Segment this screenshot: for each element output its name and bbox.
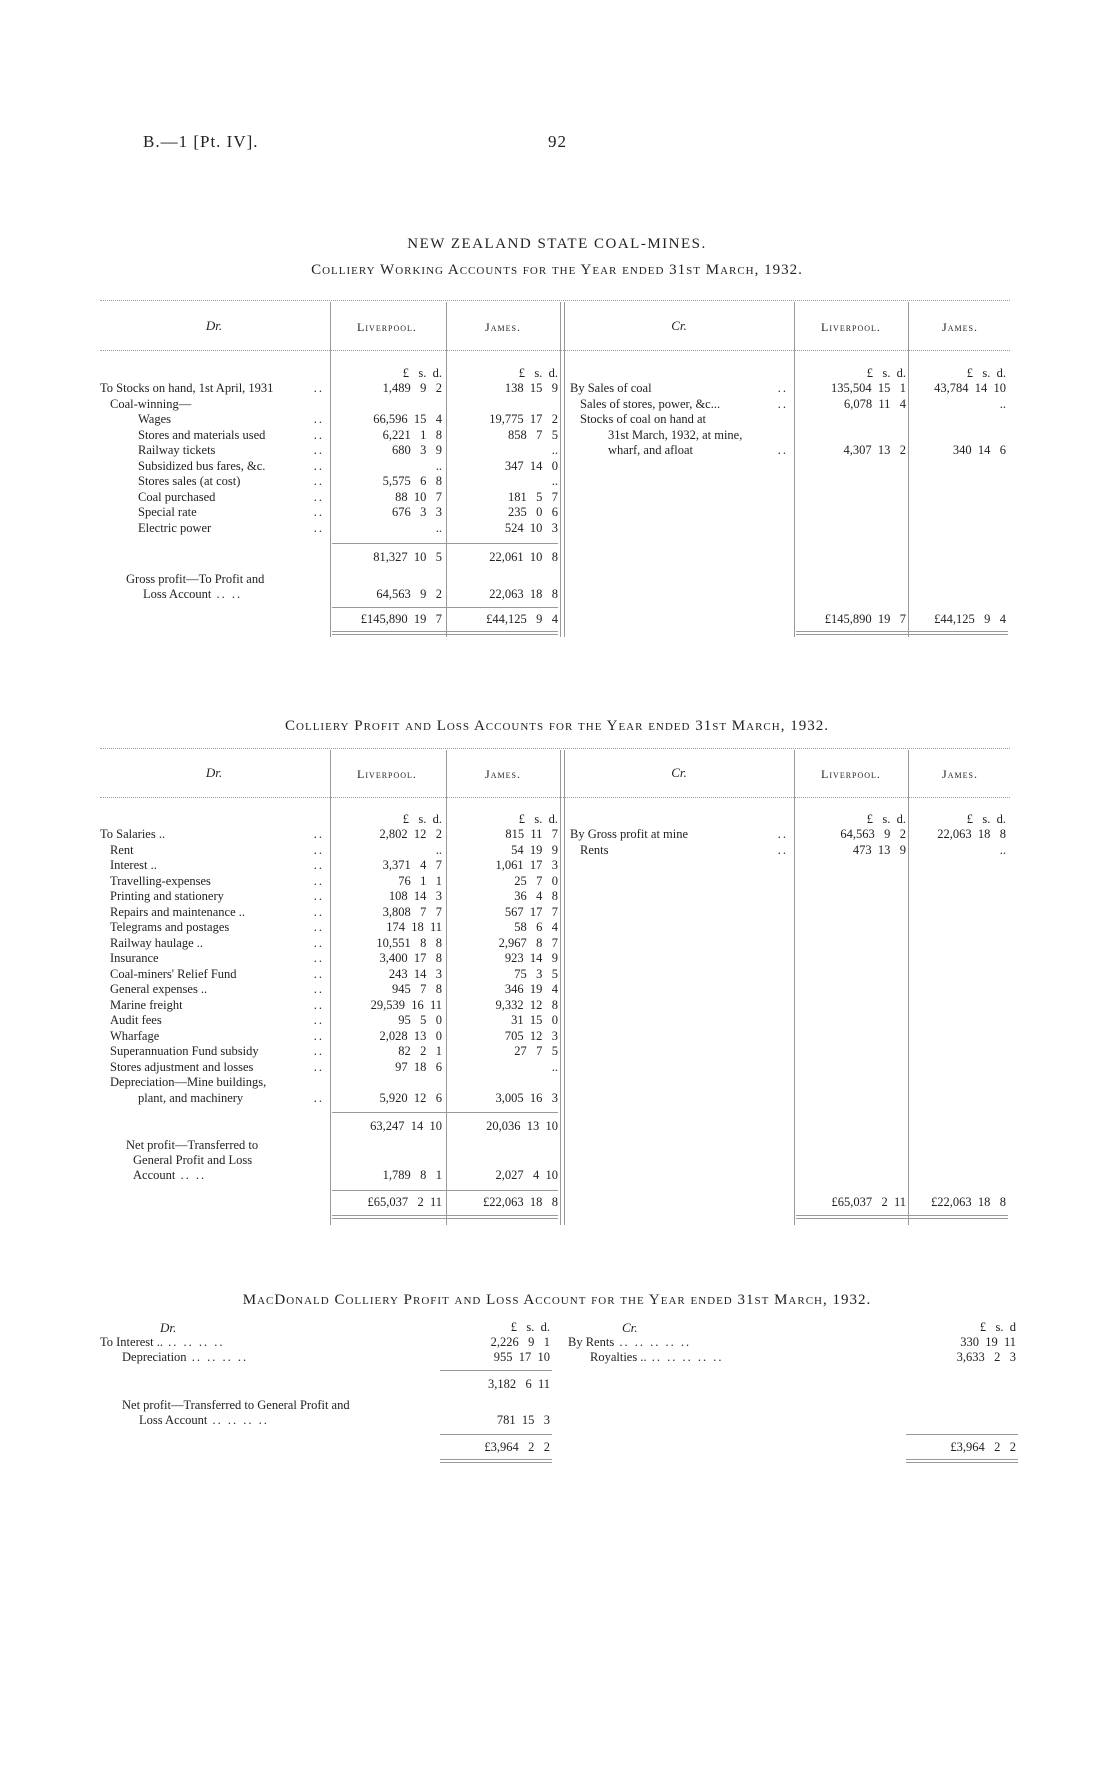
row-label-text: Electric power bbox=[138, 520, 212, 535]
liverpool-value: 108 14 3 bbox=[388, 889, 442, 903]
pl-subtotal-liverpool: 63,247 14 10 bbox=[370, 1119, 442, 1133]
row-label bbox=[100, 843, 328, 859]
james-value: 524 10 3 bbox=[504, 520, 558, 535]
pl-cr-col-liverpool: Liverpool. bbox=[821, 767, 881, 781]
leader-dots: .. bbox=[313, 458, 324, 473]
james-value bbox=[446, 397, 558, 413]
leader-dots: .. bbox=[777, 827, 788, 841]
row-label-text: Stocks of coal on hand at bbox=[580, 412, 707, 426]
pl-cr-total-liverpool: £65,037 2 11 bbox=[831, 1195, 906, 1209]
row-label bbox=[100, 827, 328, 843]
working-gross-label-1: Gross profit—To Profit and bbox=[126, 572, 265, 586]
pl-total-liverpool: £65,037 2 11 bbox=[367, 1195, 442, 1209]
pl-cr-jam-money-header: £ s. d. bbox=[966, 812, 1006, 826]
working-dr-liverpool-values bbox=[330, 381, 442, 536]
pl-net-liverpool: 1,789 8 1 bbox=[382, 1168, 442, 1182]
pl-subtotal-james: 20,036 13 10 bbox=[486, 1119, 558, 1133]
liverpool-value: 243 14 3 bbox=[388, 966, 442, 981]
liverpool-value: 5,575 6 8 bbox=[382, 474, 442, 488]
working-col-liverpool: Liverpool. bbox=[357, 320, 417, 334]
leader-dots: .. bbox=[313, 505, 324, 519]
james-value: 3,005 16 3 bbox=[495, 1090, 558, 1105]
row-label-text: By Sales of coal bbox=[570, 381, 652, 395]
pl-cr-col-james: James. bbox=[942, 767, 978, 781]
working-cr-total-james: £44,125 9 4 bbox=[934, 612, 1006, 626]
pl-net-label-3: Account bbox=[133, 1168, 176, 1182]
page-reference: B.—1 [Pt. IV]. bbox=[143, 132, 259, 151]
row-label bbox=[100, 428, 328, 444]
row-label bbox=[100, 998, 328, 1014]
row-label bbox=[100, 412, 328, 428]
leader-dots: .. bbox=[777, 381, 788, 395]
row-label-text: Special rate bbox=[138, 505, 197, 519]
liverpool-value: .. bbox=[435, 458, 442, 473]
james-value: 340 14 6 bbox=[952, 443, 1006, 457]
liverpool-value bbox=[330, 1075, 442, 1091]
liverpool-value: .. bbox=[435, 842, 442, 857]
james-value: 43,784 14 10 bbox=[934, 381, 1006, 395]
leader-dots: .. bbox=[313, 1013, 324, 1027]
row-label bbox=[100, 1091, 328, 1107]
working-jam-money-header: £ s. d. bbox=[518, 366, 558, 380]
leader-dots: .. bbox=[313, 489, 324, 504]
working-cr-total-liverpool: £145,890 19 7 bbox=[824, 612, 906, 626]
row-label-text: Telegrams and postages bbox=[110, 920, 230, 934]
row-label bbox=[100, 459, 328, 475]
liverpool-value: 66,596 15 4 bbox=[373, 412, 442, 426]
pl-dr-james-values bbox=[446, 827, 558, 1106]
macdonald-cr-total: £3,964 2 2 bbox=[950, 1440, 1016, 1454]
leader-dots: .. bbox=[313, 1028, 324, 1043]
liverpool-value: .. bbox=[435, 520, 442, 535]
pl-cr-james-values bbox=[908, 827, 1006, 858]
macdonald-cr-row-2-value: 3,633 2 3 bbox=[956, 1350, 1016, 1364]
leader-dots: .. bbox=[313, 920, 324, 934]
pl-col-liverpool: Liverpool. bbox=[357, 767, 417, 781]
leader-dots: .. bbox=[313, 427, 324, 442]
liverpool-value: 97 18 6 bbox=[395, 1059, 442, 1074]
leader-dots: .. bbox=[313, 858, 324, 872]
row-label bbox=[100, 1060, 328, 1076]
leader-dots: .. bbox=[313, 982, 324, 996]
pl-net-label-2: General Profit and Loss bbox=[133, 1153, 253, 1167]
james-value bbox=[908, 412, 1006, 428]
leader-dots: .. bbox=[313, 904, 324, 919]
working-cr-liverpool-values bbox=[794, 381, 906, 459]
liverpool-value: 473 13 9 bbox=[852, 842, 906, 857]
row-label-text: Rents bbox=[580, 842, 609, 857]
working-gross-liverpool: 64,563 9 2 bbox=[376, 587, 442, 601]
james-value bbox=[446, 1075, 558, 1091]
pl-cr-labels bbox=[570, 827, 792, 858]
row-label-text: Travelling-expenses bbox=[110, 873, 211, 888]
row-label-text: Wharfage bbox=[110, 1028, 160, 1043]
pl-cr-liverpool-values bbox=[794, 827, 906, 858]
row-label-text: Printing and stationery bbox=[110, 889, 224, 903]
row-label-text: Sales of stores, power, &c... bbox=[580, 396, 721, 411]
row-label-text: Stores adjustment and losses bbox=[110, 1059, 254, 1074]
row-label-text: To Salaries .. bbox=[100, 827, 166, 841]
row-label bbox=[100, 521, 328, 537]
liverpool-value: 88 10 7 bbox=[395, 489, 442, 504]
macdonald-dr-row-1-label: To Interest .. bbox=[100, 1335, 163, 1349]
working-cr-james-values bbox=[908, 381, 1006, 459]
liverpool-value: 5,920 12 6 bbox=[379, 1090, 442, 1105]
pl-net-label-1: Net profit—Transferred to bbox=[126, 1138, 259, 1152]
row-label-text: Railway haulage .. bbox=[110, 935, 204, 950]
macdonald-cr-money-header: £ s. d bbox=[979, 1320, 1016, 1334]
james-value: 36 4 8 bbox=[514, 889, 558, 903]
james-value: 815 11 7 bbox=[505, 827, 558, 841]
row-label-text: Rent bbox=[110, 842, 134, 857]
pl-cr-label: Cr. bbox=[671, 765, 687, 780]
row-label-text: Coal-miners' Relief Fund bbox=[110, 966, 237, 981]
row-label-text: Subsidized bus fares, &c. bbox=[138, 458, 266, 473]
working-cr-labels bbox=[570, 381, 792, 459]
row-label bbox=[100, 967, 328, 983]
liverpool-value: 135,504 15 1 bbox=[831, 381, 906, 395]
row-label-text: Marine freight bbox=[110, 997, 183, 1012]
liverpool-value: 4,307 13 2 bbox=[843, 443, 906, 457]
macdonald-subtotal: 3,182 6 11 bbox=[487, 1377, 550, 1391]
leader-dots: .. bbox=[313, 873, 324, 888]
working-liv-money-header: £ s. d. bbox=[402, 366, 442, 380]
row-label-text: Superannuation Fund subsidy bbox=[110, 1044, 259, 1058]
working-dr-james-values bbox=[446, 381, 558, 536]
leader-dots: .. bbox=[313, 381, 324, 395]
working-gross-label-2: Loss Account bbox=[143, 587, 212, 601]
macdonald-cr-label: Cr. bbox=[622, 1320, 638, 1335]
row-label-text: Depreciation—Mine buildings, bbox=[110, 1075, 267, 1089]
liverpool-value: 95 5 0 bbox=[398, 1013, 442, 1027]
working-subtotal-james: 22,061 10 8 bbox=[489, 550, 558, 564]
james-value: 9,332 12 8 bbox=[495, 997, 558, 1012]
james-value: 567 17 7 bbox=[504, 904, 558, 919]
row-label-text: By Gross profit at mine bbox=[570, 827, 689, 841]
pl-jam-money-header: £ s. d. bbox=[518, 812, 558, 826]
liverpool-value bbox=[794, 428, 906, 444]
row-label-text: Repairs and maintenance .. bbox=[110, 904, 246, 919]
liverpool-value: 174 18 11 bbox=[386, 920, 442, 934]
working-dr-labels bbox=[100, 381, 328, 536]
james-value: .. bbox=[551, 1059, 558, 1074]
leader-dots: .. bbox=[313, 520, 324, 535]
main-title: NEW ZEALAND STATE COAL-MINES. bbox=[407, 236, 707, 252]
liverpool-value: 945 7 8 bbox=[392, 982, 442, 996]
leader-dots: .. bbox=[313, 474, 324, 488]
pl-liv-money-header: £ s. d. bbox=[402, 812, 442, 826]
working-dr-label: Dr. bbox=[205, 318, 223, 333]
james-value: 2,967 8 7 bbox=[498, 935, 558, 950]
liverpool-value: 6,221 1 8 bbox=[382, 427, 442, 442]
macdonald-cr-row-2-label: Royalties .. bbox=[590, 1350, 647, 1364]
leader-dots: .. bbox=[777, 443, 788, 457]
liverpool-value: 64,563 9 2 bbox=[840, 827, 906, 841]
macdonald-net: 781 15 3 bbox=[496, 1413, 550, 1427]
liverpool-value: 1,489 9 2 bbox=[382, 381, 442, 395]
leader-dots: .. bbox=[313, 1090, 324, 1105]
james-value: 25 7 0 bbox=[514, 873, 558, 888]
liverpool-value: 680 3 9 bbox=[392, 443, 442, 457]
liverpool-value: 82 2 1 bbox=[398, 1044, 442, 1058]
liverpool-value: 29,539 16 11 bbox=[370, 997, 442, 1012]
leader-dots: .. bbox=[313, 966, 324, 981]
leader-dots: .. bbox=[777, 396, 788, 411]
james-value: 54 19 9 bbox=[511, 842, 558, 857]
james-value: 235 0 6 bbox=[508, 505, 558, 519]
row-label-text: Interest .. bbox=[110, 858, 157, 872]
working-total-liverpool: £145,890 19 7 bbox=[360, 612, 442, 626]
james-value: 138 15 9 bbox=[504, 381, 558, 395]
page-number: 92 bbox=[548, 132, 567, 151]
macdonald-cr-row-1-label: By Rents bbox=[568, 1335, 615, 1349]
liverpool-value: 2,028 13 0 bbox=[379, 1028, 442, 1043]
pl-total-james: £22,063 18 8 bbox=[483, 1195, 558, 1209]
james-value: 27 7 5 bbox=[514, 1044, 558, 1058]
pl-col-james: James. bbox=[485, 767, 521, 781]
macdonald-dr-row-2-label: Depreciation bbox=[122, 1350, 187, 1364]
leader-dots: .. bbox=[313, 1044, 324, 1058]
working-title: Colliery Working Accounts for the Year ended 31st March, 1932. bbox=[311, 262, 803, 278]
leader-dots: .. bbox=[313, 443, 324, 457]
row-label-text: Stores sales (at cost) bbox=[138, 474, 241, 488]
row-label-text: Coal purchased bbox=[138, 489, 216, 504]
macdonald-net-label-2: Loss Account bbox=[139, 1413, 208, 1427]
row-label bbox=[570, 827, 792, 843]
row-label bbox=[100, 920, 328, 936]
macdonald-net-label-1: Net profit—Transferred to General Profit and bbox=[122, 1398, 350, 1412]
leader-dots: .. bbox=[777, 842, 788, 857]
macdonald-title: MacDonald Colliery Profit and Loss Account for the Year ended 31st March, 1932. bbox=[242, 1292, 872, 1308]
liverpool-value: 3,400 17 8 bbox=[379, 951, 442, 965]
row-label bbox=[100, 1044, 328, 1060]
working-cr-col-liverpool: Liverpool. bbox=[821, 320, 881, 334]
row-label-text: Railway tickets bbox=[138, 443, 216, 457]
row-label bbox=[100, 397, 328, 413]
row-label bbox=[100, 982, 328, 998]
row-label-text: General expenses .. bbox=[110, 982, 208, 996]
pl-net-james: 2,027 4 10 bbox=[495, 1168, 558, 1182]
macdonald-dr-row-2-value: 955 17 10 bbox=[493, 1350, 550, 1364]
row-label bbox=[570, 428, 792, 444]
james-value: 58 6 4 bbox=[514, 920, 558, 934]
working-cr-col-james: James. bbox=[942, 320, 978, 334]
james-value: .. bbox=[999, 842, 1006, 857]
james-value: 858 7 5 bbox=[508, 427, 558, 442]
row-label-text: wharf, and afloat bbox=[608, 443, 694, 457]
james-value: 923 14 9 bbox=[504, 951, 558, 965]
row-label-text: Coal-winning— bbox=[110, 396, 192, 411]
macdonald-dr-label: Dr. bbox=[160, 1320, 177, 1335]
liverpool-value: 6,078 11 4 bbox=[843, 396, 906, 411]
working-cr-liv-money-header: £ s. d. bbox=[866, 366, 906, 380]
liverpool-value: 2,802 12 2 bbox=[379, 827, 442, 841]
james-value: 705 12 3 bbox=[504, 1028, 558, 1043]
row-label bbox=[100, 381, 328, 397]
row-label bbox=[100, 474, 328, 490]
james-value: 347 14 0 bbox=[504, 458, 558, 473]
row-label-text: Insurance bbox=[110, 951, 159, 965]
leader-dots: .. bbox=[313, 951, 324, 965]
working-cr-label: Cr. bbox=[671, 318, 687, 333]
leader-dots: .. bbox=[313, 997, 324, 1012]
liverpool-value bbox=[794, 412, 906, 428]
working-subtotal-liverpool: 81,327 10 5 bbox=[373, 550, 442, 564]
row-label bbox=[570, 412, 792, 428]
leader-dots: .. bbox=[313, 842, 324, 857]
leader-dots: .. bbox=[313, 827, 324, 841]
leader-dots: .. bbox=[313, 935, 324, 950]
row-label-text: Wages bbox=[138, 412, 172, 426]
james-value: 22,063 18 8 bbox=[937, 827, 1006, 841]
macdonald-cr-row-1-value: 330 19 11 bbox=[960, 1335, 1016, 1349]
row-label bbox=[100, 874, 328, 890]
liverpool-value bbox=[330, 397, 442, 413]
liverpool-value: 676 3 3 bbox=[392, 505, 442, 519]
working-col-james: James. bbox=[485, 320, 521, 334]
working-gross-james: 22,063 18 8 bbox=[489, 587, 558, 601]
liverpool-value: 3,371 4 7 bbox=[382, 858, 442, 872]
row-label bbox=[570, 381, 792, 397]
macdonald-dr-money-header: £ s. d. bbox=[510, 1320, 550, 1334]
row-label bbox=[100, 490, 328, 506]
james-value: .. bbox=[551, 474, 558, 488]
liverpool-value: 10,551 8 8 bbox=[376, 935, 442, 950]
working-total-james: £44,125 9 4 bbox=[486, 612, 558, 626]
pl-cr-total-james: £22,063 18 8 bbox=[931, 1195, 1006, 1209]
row-label bbox=[570, 843, 792, 859]
james-value: .. bbox=[551, 443, 558, 457]
row-label-text: To Stocks on hand, 1st April, 1931 bbox=[100, 381, 274, 395]
pl-cr-liv-money-header: £ s. d. bbox=[866, 812, 906, 826]
macdonald-dr-total: £3,964 2 2 bbox=[484, 1440, 550, 1454]
pl-dr-liverpool-values bbox=[330, 827, 442, 1106]
row-label bbox=[100, 443, 328, 459]
working-cr-jam-money-header: £ s. d. bbox=[966, 366, 1006, 380]
pl-dr-labels bbox=[100, 827, 328, 1106]
row-label bbox=[100, 505, 328, 521]
leader-dots: .. bbox=[313, 1059, 324, 1074]
row-label bbox=[100, 889, 328, 905]
row-label bbox=[100, 951, 328, 967]
row-label bbox=[570, 397, 792, 413]
macdonald-dr-row-1-value: 2,226 9 1 bbox=[490, 1335, 550, 1349]
row-label bbox=[100, 1029, 328, 1045]
james-value: 346 19 4 bbox=[504, 982, 558, 996]
pl-title: Colliery Profit and Loss Accounts for the Year ended 31st March, 1932. bbox=[285, 718, 829, 734]
james-value: 1,061 17 3 bbox=[495, 858, 558, 872]
row-label bbox=[570, 443, 792, 459]
row-label bbox=[100, 858, 328, 874]
leader-dots: .. bbox=[313, 412, 324, 426]
row-label-text: 31st March, 1932, at mine, bbox=[608, 427, 743, 442]
leader-dots: .. bbox=[313, 889, 324, 903]
pl-dr-label: Dr. bbox=[205, 765, 223, 780]
james-value: 75 3 5 bbox=[514, 966, 558, 981]
james-value: 19,775 17 2 bbox=[489, 412, 558, 426]
row-label bbox=[100, 1013, 328, 1029]
james-value: .. bbox=[999, 396, 1006, 411]
liverpool-value: 3,808 7 7 bbox=[382, 904, 442, 919]
row-label bbox=[100, 936, 328, 952]
liverpool-value: 76 1 1 bbox=[398, 873, 442, 888]
row-label bbox=[100, 905, 328, 921]
james-value: 31 15 0 bbox=[511, 1013, 558, 1027]
james-value bbox=[908, 428, 1006, 444]
row-label-text: plant, and machinery bbox=[138, 1090, 244, 1105]
james-value: 181 5 7 bbox=[508, 489, 558, 504]
row-label-text: Audit fees bbox=[110, 1013, 162, 1027]
row-label bbox=[100, 1075, 328, 1091]
row-label-text: Stores and materials used bbox=[138, 427, 266, 442]
